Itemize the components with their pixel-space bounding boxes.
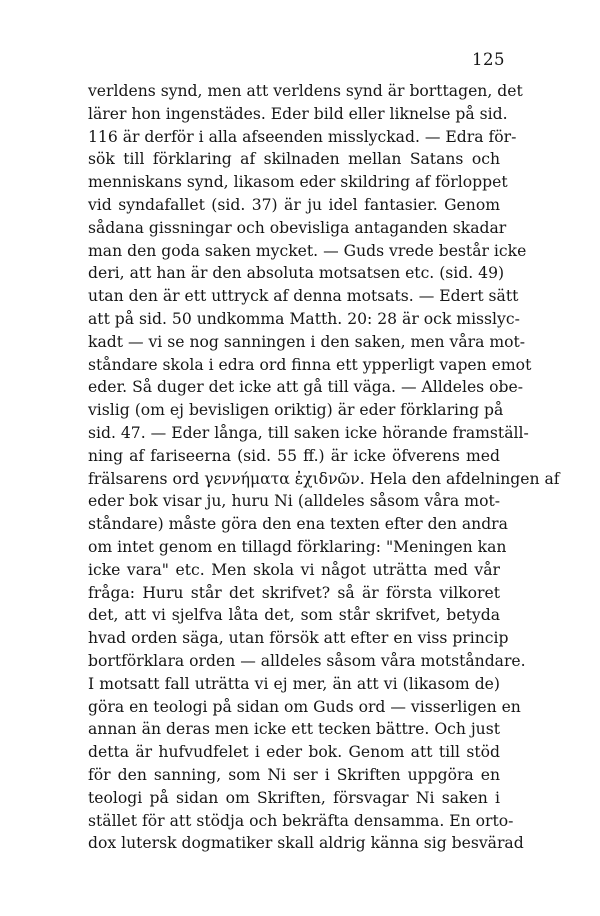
page-number: 125: [472, 50, 505, 69]
text-line: det, att vi sjelfva låta det, som står skrifvet, betyda: [88, 606, 500, 625]
text-line: vislig (om ej bevisligen oriktig) är eder förklaring på: [88, 401, 504, 420]
text-line: frälsarens ord γεννήματα ἐχιδνῶν. Hela den afdelningen af: [88, 469, 560, 488]
text-line: sådana gissningar och obevisliga antaganden skadar: [88, 218, 507, 237]
text-line: vid syndafallet (sid. 37) är ju idel fantasier. Genom: [88, 195, 500, 214]
text-line: göra en teologi på sidan om Guds ord — visserligen en: [88, 697, 521, 716]
text-line: I motsatt fall uträtta vi ej mer, än att vi (likasom de): [88, 674, 500, 693]
text-line: annan än deras men icke ett tecken bättre. Och just: [88, 720, 500, 739]
text-line: utan den är ett uttryck af denna motsats. — Edert sätt: [88, 287, 519, 306]
body-text: [88, 80, 560, 855]
text-line: eder bok visar ju, huru Ni (alldeles såsom våra mot-: [88, 492, 500, 511]
text-line: eder. Så duger det icke att gå till väga. — Alldeles obe-: [88, 378, 524, 397]
text-line: man den goda saken mycket. — Guds vrede består icke: [88, 241, 527, 260]
text-line: hvad orden säga, utan försök att efter en viss princip: [88, 629, 509, 648]
text-line: bortförklara orden — alldeles såsom våra motståndare.: [88, 651, 526, 670]
text-line: icke vara" etc. Men skola vi något uträtta med vår: [88, 560, 500, 579]
text-line: sök till förklaring af skilnaden mellan Satans och: [88, 150, 500, 169]
text-line: menniskans synd, likasom eder skildring af förloppet: [88, 173, 508, 192]
text-line: om intet genom en tillagd förklaring: "Meningen kan: [88, 537, 507, 556]
text-line: lärer hon ingenstädes. Eder bild eller liknelse på sid.: [88, 104, 508, 123]
text-line: dox lutersk dogmatiker skall aldrig känna sig besvärad: [88, 834, 524, 853]
text-line: 116 är derför i alla afseenden misslyckad. — Edra för-: [88, 127, 517, 146]
text-line: sid. 47. — Eder långa, till saken icke hörande framställ-: [88, 423, 529, 442]
text-line: ståndare skola i edra ord finna ett ypperligt vapen emot: [88, 355, 532, 374]
text-line: för den sanning, som Ni ser i Skriften uppgöra en: [88, 765, 500, 784]
text-line: fråga: Huru står det skrifvet? så är första vilkoret: [88, 583, 500, 602]
text-line: ståndare) måste göra den ena texten efter den andra: [88, 515, 508, 534]
text-line: teologi på sidan om Skriften, försvagar Ni saken i: [88, 788, 500, 807]
text-line: detta är hufvudfelet i eder bok. Genom att till stöd: [88, 743, 500, 762]
text-line: ning af fariseerna (sid. 55 ff.) är icke öfverens med: [88, 446, 500, 465]
text-line: kadt — vi se nog sanningen i den saken, men våra mot-: [88, 332, 526, 351]
text-line: att på sid. 50 undkomma Matth. 20: 28 är ock misslyc-: [88, 309, 520, 328]
text-line: stället för att stödja och bekräfta densamma. En orto-: [88, 811, 514, 830]
text-line: deri, att han är den absoluta motsatsen etc. (sid. 49): [88, 264, 505, 283]
text-line: verldens synd, men att verldens synd är borttagen, det: [88, 82, 523, 100]
